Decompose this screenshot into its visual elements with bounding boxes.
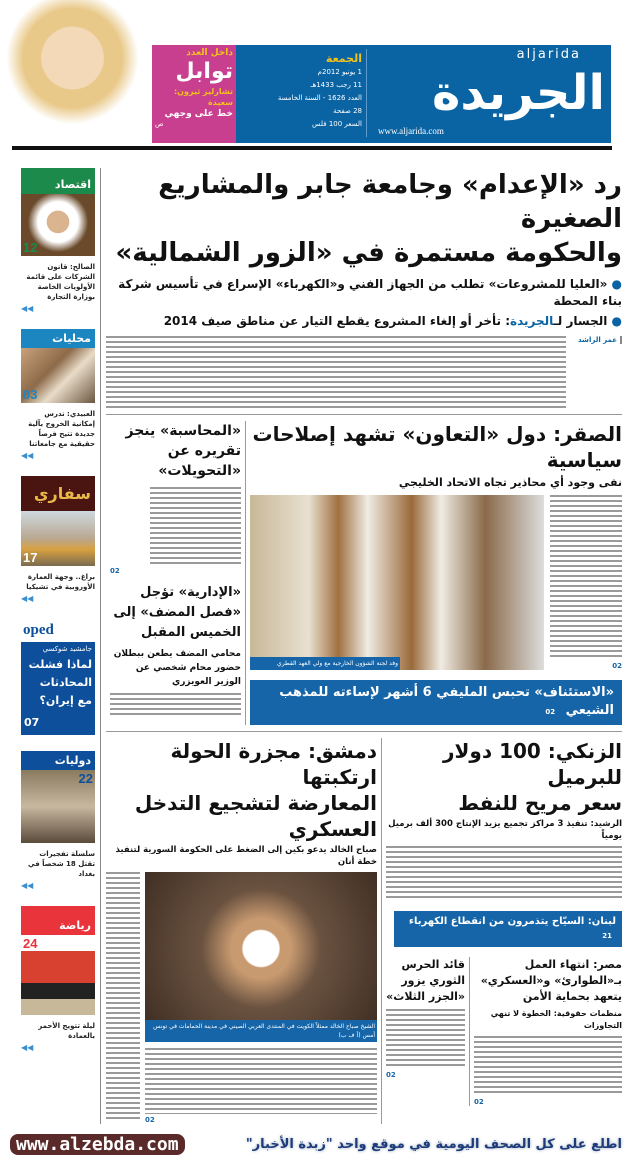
site-url[interactable]: www.aljarida.com — [378, 126, 444, 136]
masthead-area — [10, 0, 622, 152]
admin-body — [110, 693, 241, 715]
egypt-ref[interactable]: 02 — [474, 1098, 484, 1106]
day: الجمعة — [325, 52, 362, 65]
saqr-subheadline: نفى وجود أي محاذير تجاه الاتحاد الخليجي — [398, 476, 622, 489]
sidebar-sports[interactable] — [21, 906, 95, 1052]
safari-photo: 17 — [21, 511, 95, 566]
damascus-body — [145, 1048, 377, 1114]
accounting-ref[interactable]: 02 — [110, 567, 120, 575]
date-greg: 1 يونيو 2012م — [317, 68, 362, 76]
section-header: اقتصاد — [21, 168, 95, 194]
iran-headline: قائد الحرس الثوري يزور «الجزر الثلاث» — [386, 958, 465, 1003]
accounting-body — [150, 487, 241, 565]
promo-inside: داخل العدد — [186, 48, 233, 58]
section-header: محليات — [21, 329, 95, 348]
promo-photo — [5, 0, 140, 145]
egypt-headline: مصر: انتهاء العمل بـ«الطوارئ» و«العسكري» يتعهد بحماية الأمن — [480, 958, 622, 1003]
lead-bullet-2: ● الجسار لـالجريدة: تأخر أو إلغاء المشروع يقطع التيار عن مناطق صيف 2014 — [163, 314, 622, 328]
damascus-headline-1: دمشق: مجزرة الحولة ارتكبتها — [170, 739, 377, 789]
masthead — [236, 45, 611, 143]
damascus-narrow-body — [106, 872, 140, 1122]
economy-photo: 12 — [21, 194, 95, 256]
admin-subheadline: محامي المضف يطعن ببطلان حضور محام شخصي عن الوزير العويزري — [113, 649, 241, 687]
iran-ref[interactable]: 02 — [386, 1071, 396, 1079]
date-block — [244, 51, 362, 131]
footer — [10, 1134, 622, 1155]
pages: 28 صفحة — [333, 107, 362, 115]
masthead-rule — [12, 146, 612, 150]
logo: الجريدة — [431, 65, 605, 121]
promo-teaser: تشارليز ثيرون: سعيدة — [173, 87, 233, 107]
sidebar-oped[interactable] — [21, 619, 95, 735]
egypt-body — [474, 1036, 622, 1096]
international-photo: 22 — [21, 770, 95, 843]
egypt-subheadline: منظمات حقوقية: الخطوة لا تنهي التجاوزات — [490, 1009, 622, 1030]
lead-headline-2: والحكومة مستمرة في «الزور الشمالية» — [115, 238, 622, 268]
local-photo: 03 — [21, 348, 95, 403]
damascus-caption: الشيخ صباح الخالد ممثلاً الكويت في المنتدى العربي الصيني في مدينة الحمامات في تونس أمس (أ ف ب) — [145, 1020, 377, 1042]
more-arrow-icon[interactable]: ◀◀ — [21, 304, 34, 313]
promo-box[interactable] — [152, 45, 236, 143]
section-header: رياضة — [21, 906, 95, 935]
admin-headline: «الإدارية» تؤجل «فصل المضف» إلى الخميس المقبل — [113, 585, 241, 640]
footer-slogan: اطلع على كل الصحف اليومية في موقع واحد "زبدة الأخبار" — [245, 1137, 622, 1152]
sidebar-local[interactable] — [21, 329, 95, 460]
sidebar-safari[interactable] — [21, 476, 95, 603]
footer-site[interactable]: www.alzebda.com — [10, 1134, 185, 1155]
oped-page: 07 — [24, 716, 40, 729]
zinki-headline-1: الزنكي: 100 دولار للبرميل — [443, 739, 622, 789]
saqr-headline: الصقر: دول «التعاون» تشهد إصلاحات سياسية — [252, 422, 622, 472]
lead-headline-1: رد «الإعدام» وجامعة جابر والمشاريع الصغيرة — [158, 170, 622, 234]
appeal-ref: 02 — [545, 708, 556, 716]
oped-title: لماذا فشلت المحادثات مع إيران؟ — [28, 658, 92, 707]
saqr-caption: وفد لجنة الشؤون الخارجية مع ولي العهد القطري — [250, 657, 400, 670]
issue: العدد 1626 - السنة الخامسة — [277, 94, 362, 102]
price: السعر 100 فلس — [312, 120, 362, 128]
sports-caption: ليلة تتويج الأحمر بالعمادة — [38, 1022, 95, 1040]
byline: عمر الراشد — [572, 336, 622, 344]
date-hijri: 11 رجب 1433هـ — [310, 81, 362, 89]
sidebar — [21, 168, 95, 1052]
saqr-photo[interactable] — [250, 495, 544, 670]
more-arrow-icon[interactable]: ◀◀ — [21, 1043, 34, 1052]
economy-caption: الصالح: قانون الشركات على قائمة الأولويات الخاصة بوزارة التجارة — [26, 263, 95, 301]
oped-author: جامشيد شوكسي — [42, 645, 92, 653]
content — [10, 168, 622, 1124]
sidebar-international[interactable] — [21, 751, 95, 890]
logo-en: aljarida — [516, 47, 581, 62]
sidebar-divider — [100, 168, 101, 1124]
damascus-ref[interactable]: 02 — [145, 1116, 155, 1124]
zinki-headline-2: سعر مريح للنفط — [458, 791, 622, 815]
sidebar-economy[interactable] — [21, 168, 95, 313]
promo-teaser2: خط على وجهي — [164, 109, 233, 119]
damascus-subheadline: صباح الخالد يدعو بكين إلى الضغط على الحكومة السورية لتنفيذ خطة أنان — [115, 845, 377, 867]
iran-body — [386, 1009, 465, 1069]
section-header: سفاري — [21, 476, 95, 511]
international-caption: سلسلة تفجيرات تقتل 18 شخصاً في بغداد — [28, 850, 95, 878]
promo-page: ص — [155, 120, 164, 128]
more-arrow-icon[interactable]: ◀◀ — [21, 451, 34, 460]
more-arrow-icon[interactable]: ◀◀ — [21, 594, 34, 603]
saqr-ref[interactable]: 02 — [612, 662, 622, 670]
appeal-bar[interactable]: «الاستئناف» تحبس المليفي 6 أشهر لإساءته للمذهب الشيعي 02 — [250, 680, 622, 725]
safari-caption: براغ.. وجهة العمارة الأوروبية في تشيكيا — [26, 573, 95, 591]
lead-bullet-1: ● «العليا للمشروعات» تطلب من الجهاز الفني و«الكهرباء» الإسراع في تأسيس شركة بناء المحطة — [118, 277, 622, 308]
local-caption: العبيدي: تدرس إمكانية الخروج بآلية جديدة تتيح فرصاً حقيقية مع جامعاتنا — [28, 410, 95, 448]
more-arrow-icon[interactable]: ◀◀ — [21, 881, 34, 890]
sports-photo: 24 — [21, 935, 95, 1015]
section-header: دوليات — [21, 751, 95, 770]
damascus-photo[interactable] — [145, 872, 377, 1042]
lebanon-bar[interactable]: لبنان: السيّاح يتذمرون من انقطاع الكهرباء 21 — [394, 911, 622, 947]
zinki-subheadline: الرشيد: تنفيذ 3 مراكز تجميع يزيد الإنتاج 300 ألف برميل يومياً — [388, 819, 622, 841]
saqr-body — [550, 495, 622, 660]
promo-supplement: توابل — [175, 59, 233, 84]
main-column — [106, 168, 622, 1124]
damascus-headline-2: المعارضة لتشجيع التدخل العسكري — [134, 791, 377, 841]
oped-logo: oped — [21, 619, 95, 642]
lead-body — [106, 336, 566, 408]
lebanon-ref: 21 — [602, 932, 612, 940]
accounting-headline: «المحاسبة» ينجز تقريره عن «التحويلات» — [125, 423, 241, 479]
zinki-body — [386, 846, 622, 901]
